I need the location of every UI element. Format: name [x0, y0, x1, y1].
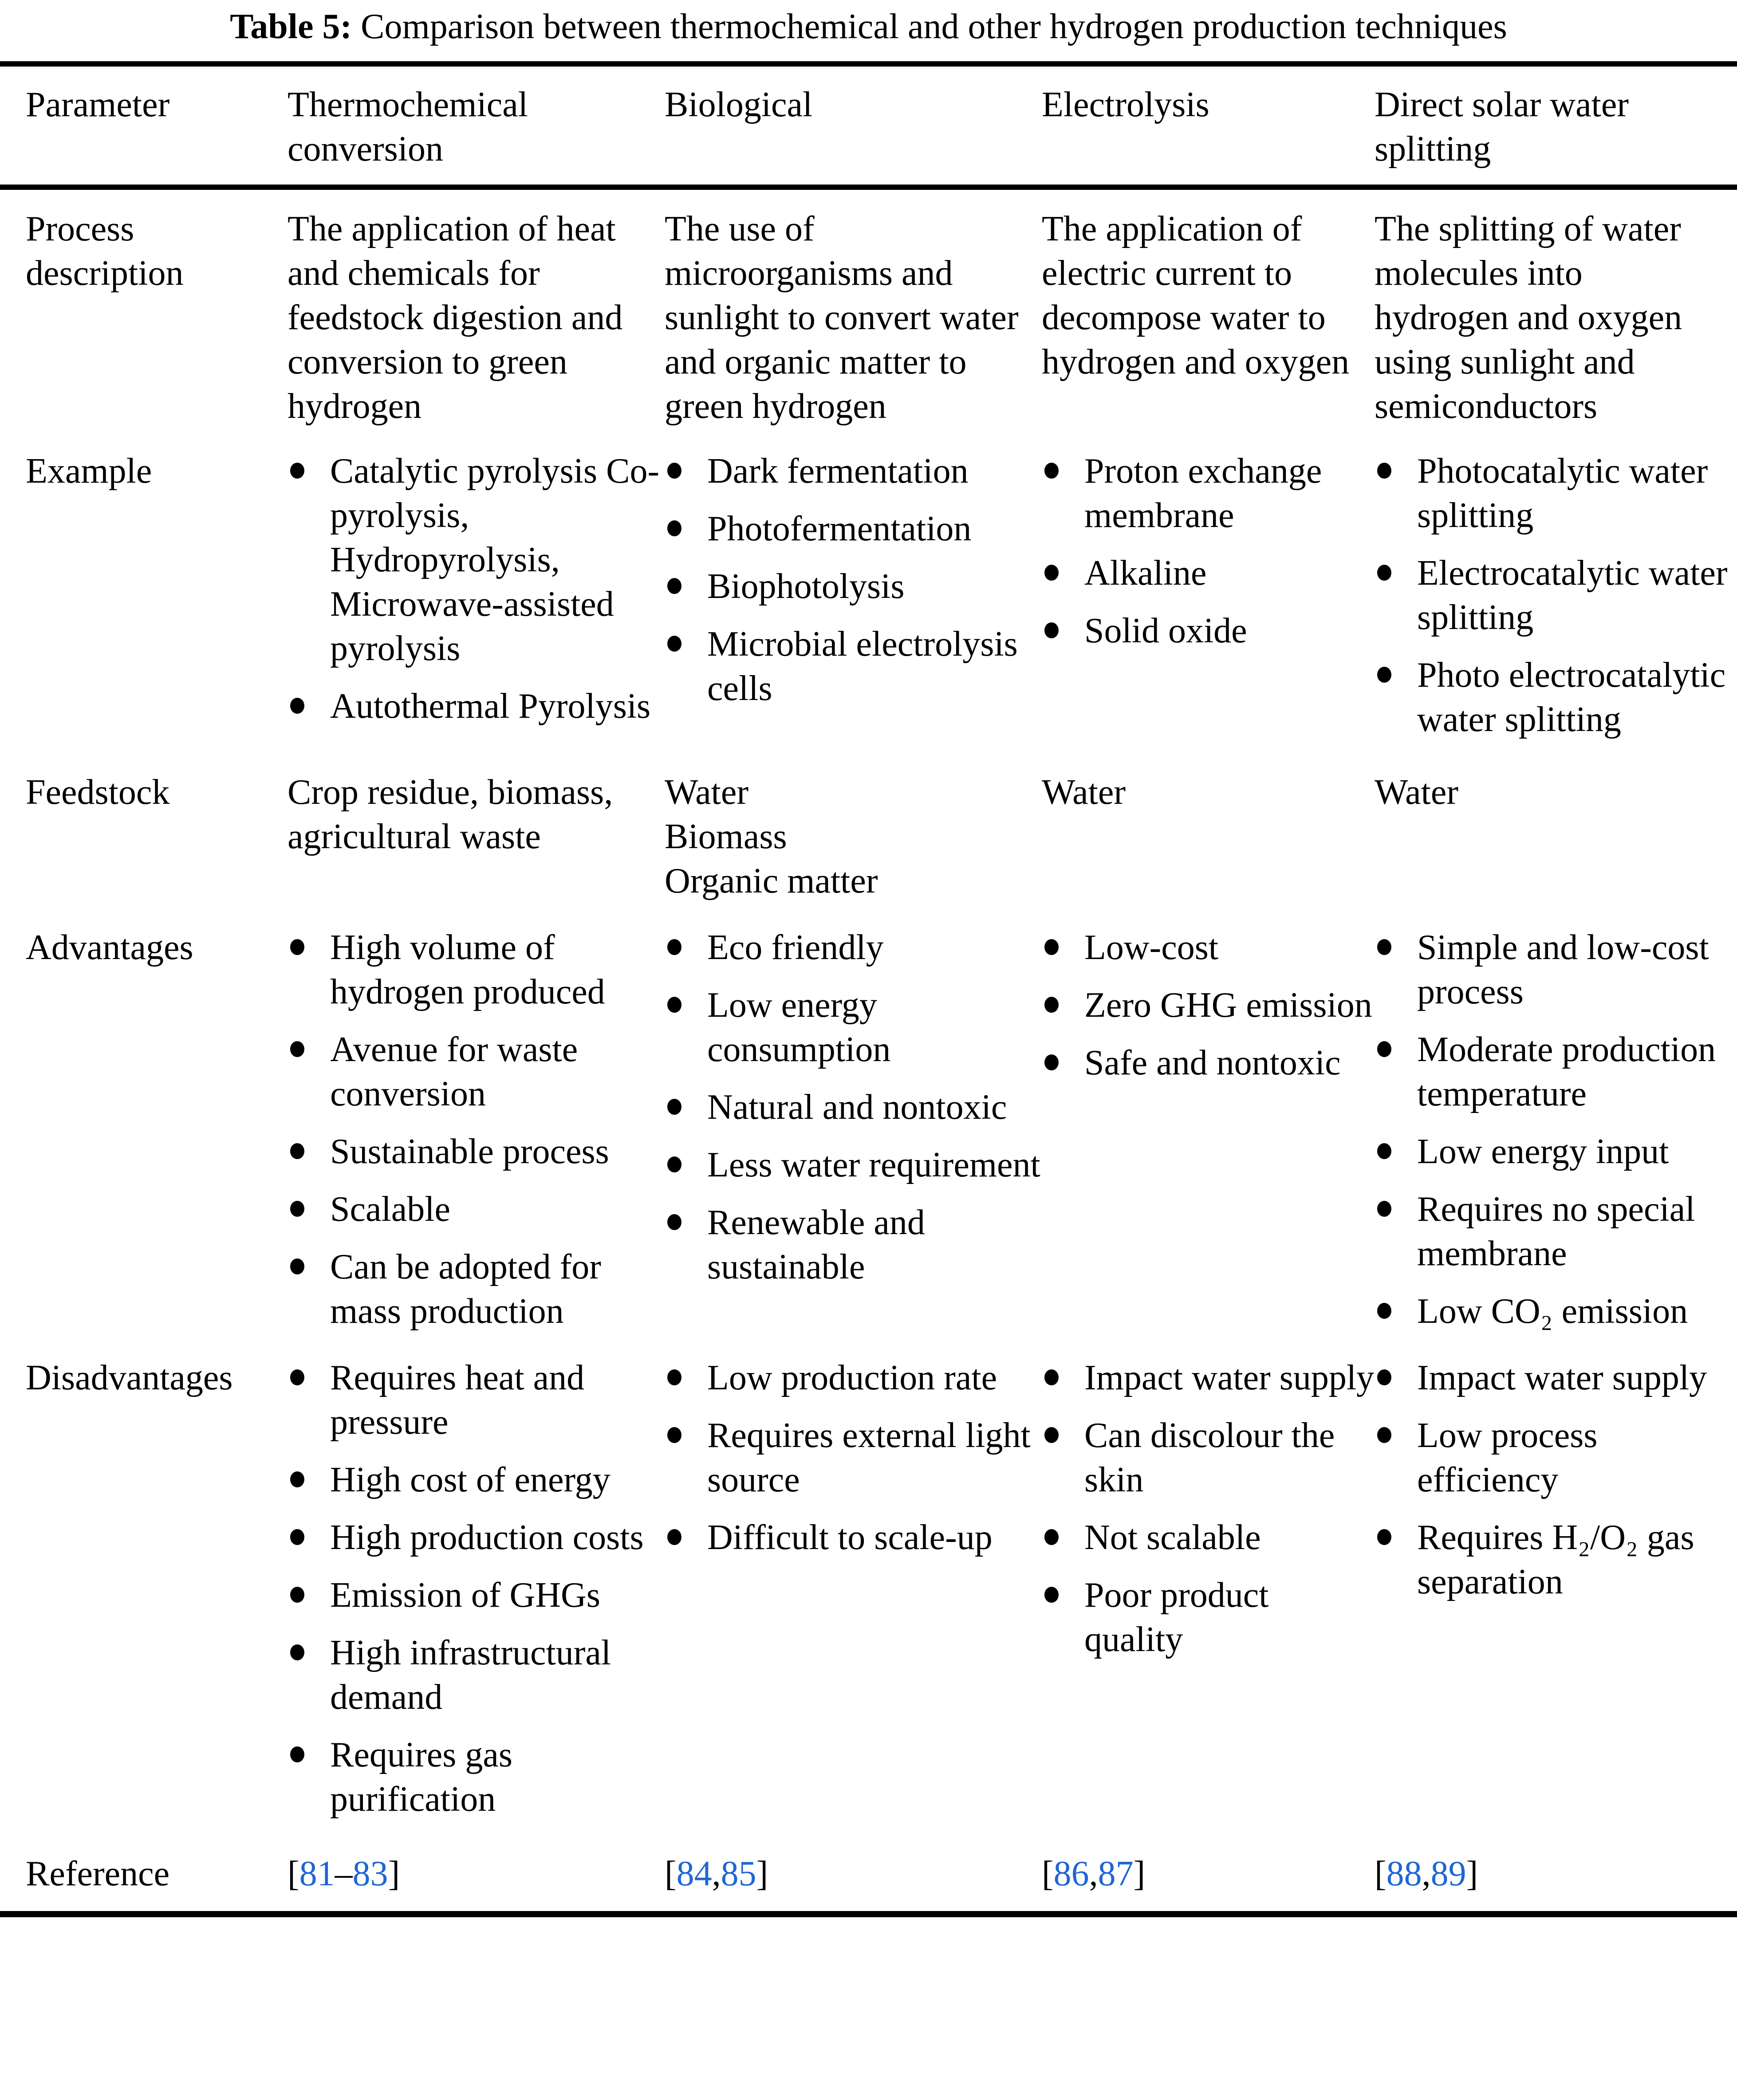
- cell-feedstock-direct-solar: [1375, 770, 1736, 903]
- row-label-feedstock: Feedstock: [26, 773, 170, 812]
- bullet-item: Catalytic pyrolysis Co-pyrolysis, Hydropyrolysis, Microwave-assisted pyrolysis: [288, 449, 665, 671]
- table-row-process-description: [26, 207, 1733, 429]
- table-row-reference: [26, 1852, 1733, 1896]
- bullet-item: Requires gas purification: [288, 1733, 665, 1821]
- row-label-example: Example: [26, 452, 152, 491]
- column-header-biological: Biological: [665, 85, 813, 124]
- cell-line: Water: [1042, 773, 1126, 812]
- cell-example-thermochemical: [288, 449, 665, 742]
- bullet-item: Impact water supply: [1042, 1356, 1375, 1400]
- bullet-item: Can be adopted for mass production: [288, 1245, 665, 1333]
- cell-advantages-biological: [665, 925, 1042, 1333]
- bottom-rule: [0, 1911, 1737, 1917]
- cell-advantages-thermochemical: [288, 925, 665, 1333]
- bullet-item: Avenue for waste conversion: [288, 1027, 665, 1116]
- cell-disadvantages-direct-solar: [1375, 1356, 1736, 1821]
- bullet-item: Not scalable: [1042, 1515, 1375, 1560]
- bullet-item: Low-cost: [1042, 925, 1375, 970]
- bullet-item: High infrastructural demand: [288, 1631, 665, 1719]
- bullet-item: Low energy input: [1375, 1129, 1736, 1174]
- cell-line: Water: [1375, 773, 1458, 812]
- row-label-disadvantages: Disadvantages: [26, 1358, 233, 1397]
- bullet-item: Natural and nontoxic: [665, 1085, 1042, 1129]
- table-caption-text: Comparison between thermochemical and other hydrogen production techniques: [361, 7, 1507, 46]
- cell-reference-direct-solar: [88,89]: [1375, 1854, 1478, 1893]
- bullet-item: Safe and nontoxic: [1042, 1041, 1375, 1085]
- bullet-item: Renewable and sustainable: [665, 1200, 1042, 1289]
- bullet-item: Simple and low-cost process: [1375, 925, 1736, 1014]
- bullet-item: Low production rate: [665, 1356, 1042, 1400]
- bullet-item: High production costs: [288, 1515, 665, 1560]
- citation-link[interactable]: 86: [1053, 1854, 1089, 1893]
- top-rule: [0, 61, 1737, 67]
- citation-link[interactable]: 85: [721, 1854, 756, 1893]
- cell-advantages-direct-solar: [1375, 925, 1736, 1333]
- cell-example-biological: [665, 449, 1042, 742]
- bullet-item: Emission of GHGs: [288, 1573, 665, 1617]
- cell-process-thermochemical: The application of heat and chemicals for feedstock digestion and conversion to green hydrogen: [288, 209, 623, 426]
- column-header-parameter: Parameter: [26, 85, 170, 124]
- bullet-item: Solid oxide: [1042, 609, 1375, 653]
- bullet-item: Low CO₂ emission: [1375, 1289, 1736, 1333]
- cell-process-electrolysis: The application of electric current to decompose water to hydrogen and oxygen: [1042, 209, 1350, 381]
- bullet-item: Can discolour the skin: [1042, 1413, 1375, 1502]
- cell-process-biological: The use of microorganisms and sunlight to convert water and organic matter to green hydrogen: [665, 209, 1019, 426]
- citation-link[interactable]: 81: [299, 1854, 335, 1893]
- citation-link[interactable]: 87: [1098, 1854, 1134, 1893]
- cell-feedstock-electrolysis: [1042, 770, 1375, 903]
- bullet-item: Microbial electrolysis cells: [665, 622, 1042, 711]
- bullet-item: Requires H₂/O₂ gas separation: [1375, 1515, 1736, 1604]
- row-label-process-description: Process description: [26, 209, 184, 293]
- cell-line: Water: [665, 773, 748, 812]
- row-label-reference: Reference: [26, 1854, 170, 1893]
- cell-feedstock-biological: [665, 770, 1042, 903]
- table-row-feedstock: [26, 770, 1733, 903]
- bullet-item: Photocatalytic water splitting: [1375, 449, 1736, 538]
- bullet-item: Scalable: [288, 1187, 665, 1231]
- cell-disadvantages-biological: [665, 1356, 1042, 1821]
- citation-link[interactable]: 84: [676, 1854, 712, 1893]
- bullet-item: Requires heat and pressure: [288, 1356, 665, 1444]
- bullet-item: Difficult to scale-up: [665, 1515, 1042, 1560]
- column-header-direct-solar: Direct solar water splitting: [1375, 85, 1629, 169]
- bullet-item: Photo electrocatalytic water splitting: [1375, 653, 1736, 742]
- table-row-disadvantages: [26, 1356, 1733, 1821]
- bullet-item: Eco friendly: [665, 925, 1042, 970]
- bullet-item: Less water requirement: [665, 1143, 1042, 1187]
- citation-link[interactable]: 89: [1430, 1854, 1466, 1893]
- table-caption: [0, 4, 1737, 49]
- citation-link[interactable]: 88: [1386, 1854, 1422, 1893]
- bullet-item: Zero GHG emission: [1042, 983, 1375, 1027]
- bullet-item: Autothermal Pyrolysis: [288, 684, 665, 728]
- bullet-item: Low process efficiency: [1375, 1413, 1736, 1502]
- bullet-item: Moderate production temperature: [1375, 1027, 1736, 1116]
- bullet-item: Proton exchange membrane: [1042, 449, 1375, 538]
- bullet-item: Low energy consumption: [665, 983, 1042, 1072]
- table-row-example: [26, 449, 1733, 742]
- cell-advantages-electrolysis: [1042, 925, 1375, 1333]
- cell-reference-electrolysis: [86,87]: [1042, 1854, 1146, 1893]
- bullet-item: High cost of energy: [288, 1458, 665, 1502]
- row-label-advantages: Advantages: [26, 928, 193, 967]
- cell-disadvantages-thermochemical: [288, 1356, 665, 1821]
- cell-line: Organic matter: [665, 861, 878, 901]
- cell-feedstock-thermochemical: [288, 770, 665, 903]
- column-header-electrolysis: Electrolysis: [1042, 85, 1209, 124]
- bullet-item: Requires external light source: [665, 1413, 1042, 1502]
- cell-reference-biological: [84,85]: [665, 1854, 768, 1893]
- header-rule: [0, 185, 1737, 190]
- column-header-thermochemical: Thermochemical conversion: [288, 85, 528, 169]
- cell-example-direct-solar: [1375, 449, 1736, 742]
- cell-disadvantages-electrolysis: [1042, 1356, 1375, 1821]
- cell-process-direct-solar: The splitting of water molecules into hydrogen and oxygen using sunlight and semiconductors: [1375, 209, 1682, 426]
- cell-example-electrolysis: [1042, 449, 1375, 742]
- bullet-item: Sustainable process: [288, 1129, 665, 1174]
- bullet-item: Biophotolysis: [665, 564, 1042, 609]
- table-row-advantages: [26, 925, 1733, 1333]
- citation-link[interactable]: 83: [352, 1854, 388, 1893]
- bullet-item: Alkaline: [1042, 551, 1375, 595]
- bullet-item: Impact water supply: [1375, 1356, 1736, 1400]
- table-header-row: [26, 67, 1733, 185]
- table-caption-label: Table 5:: [230, 7, 352, 46]
- bullet-item: Requires no special membrane: [1375, 1187, 1736, 1276]
- bullet-item: Poor product quality: [1042, 1573, 1375, 1662]
- cell-line: Crop residue, biomass, agricultural waste: [288, 773, 613, 856]
- bullet-item: Photofermentation: [665, 507, 1042, 551]
- bullet-item: High volume of hydrogen produced: [288, 925, 665, 1014]
- bullet-item: Dark fermentation: [665, 449, 1042, 493]
- cell-line: Biomass: [665, 817, 787, 856]
- cell-reference-thermochemical: [81–83]: [288, 1854, 400, 1893]
- bullet-item: Electrocatalytic water splitting: [1375, 551, 1736, 640]
